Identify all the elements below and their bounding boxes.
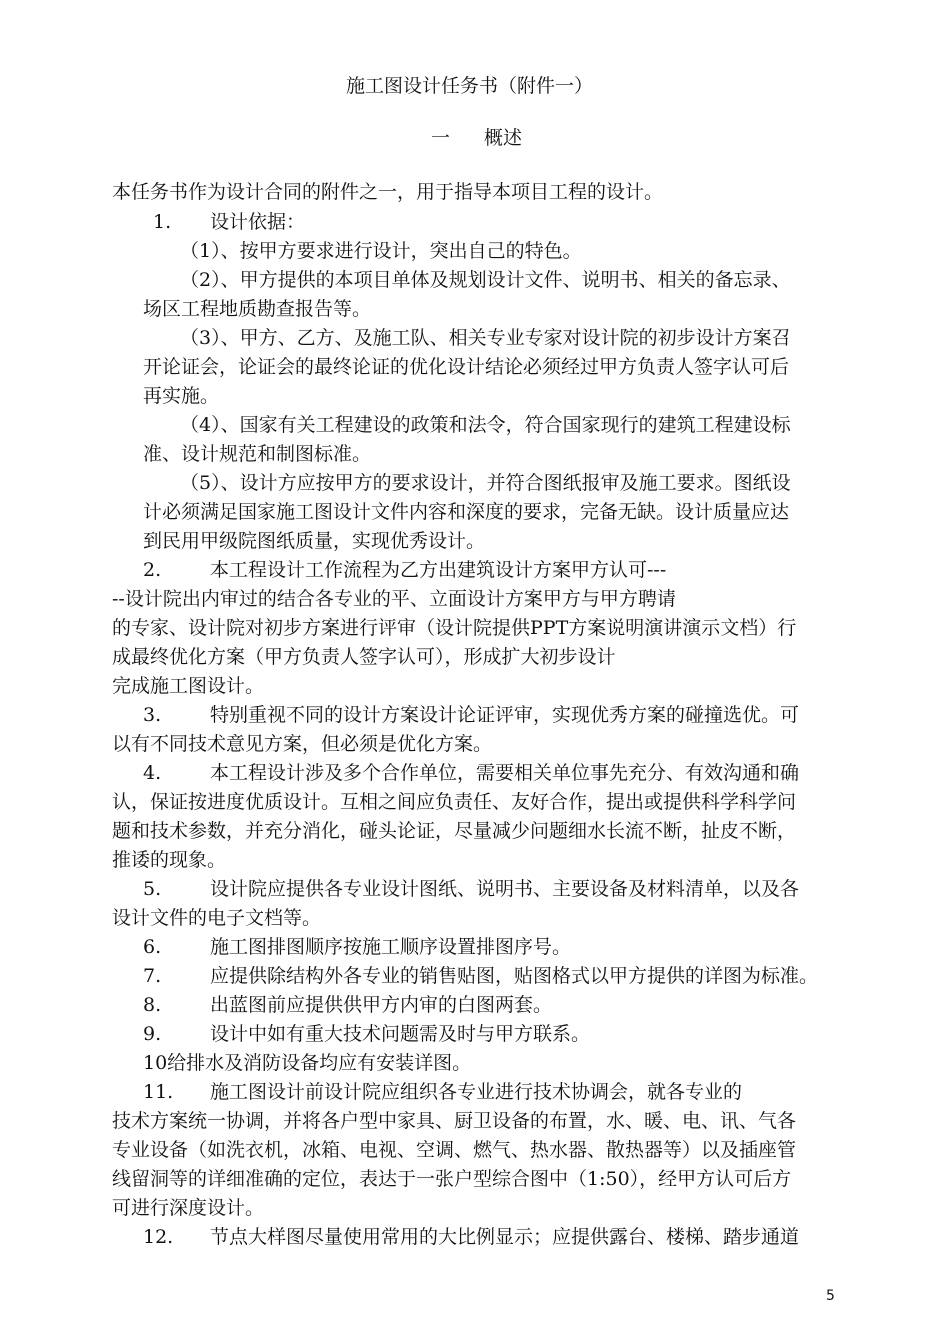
item-4-line: 题和技术参数，并充分消化，碰头论证，尽量减少问题细水长流不断，扯皮不断， bbox=[112, 820, 797, 842]
basis-3-line: （3）、甲方、乙方、及施工队、相关专业专家对设计院的初步设计方案召 bbox=[180, 327, 791, 349]
basis-3-line: 开论证会，论证会的最终论证的优化设计结论必须经过甲方负责人签字认可后 bbox=[143, 356, 790, 378]
item-4-line: 本工程设计涉及多个合作单位，需要相关单位事先充分、有效沟通和确 bbox=[210, 762, 800, 784]
item-2-line: --设计院出内审过的结合各专业的平、立面设计方案甲方与甲方聘请 bbox=[112, 588, 676, 610]
item-6-number: 6. bbox=[143, 936, 162, 958]
basis-5-line: 计必须满足国家施工图设计文件内容和深度的要求，完备无缺。设计质量应达 bbox=[143, 501, 790, 523]
section-heading: 概述 bbox=[484, 127, 523, 149]
item-11-line: 可进行深度设计。 bbox=[112, 1197, 265, 1219]
item-3-line: 以有不同技术意见方案，但必须是优化方案。 bbox=[112, 733, 493, 755]
item-8-text: 出蓝图前应提供供甲方内审的白图两套。 bbox=[210, 994, 553, 1016]
item-11-number: 11. bbox=[143, 1081, 174, 1103]
item-9-text: 设计中如有重大技术问题需及时与甲方联系。 bbox=[210, 1023, 591, 1045]
item-5-line: 设计文件的电子文档等。 bbox=[112, 907, 322, 929]
item-4-number: 4. bbox=[143, 762, 162, 784]
item-12-number: 12. bbox=[143, 1226, 174, 1248]
item-12-line: 节点大样图尽量使用常用的大比例显示；应提供露台、楼梯、踏步通道 bbox=[210, 1226, 800, 1248]
item-2-line: 本工程设计工作流程为乙方出建筑设计方案甲方认可--- bbox=[210, 559, 667, 581]
basis-4-line: （4）、国家有关工程建设的政策和法令，符合国家现行的建筑工程建设标 bbox=[180, 414, 791, 436]
item-2-number: 2. bbox=[143, 559, 162, 581]
item-6-text: 施工图排图顺序按施工顺序设置排图序号。 bbox=[210, 936, 572, 958]
basis-5-line: 到民用甲级院图纸质量，实现优秀设计。 bbox=[143, 530, 486, 552]
basis-5-line: （5）、设计方应按甲方的要求设计，并符合图纸报审及施工要求。图纸设 bbox=[180, 472, 791, 494]
basis-2-line: 场区工程地质勘查报告等。 bbox=[143, 298, 372, 320]
item-7-text: 应提供除结构外各专业的销售贴图，贴图格式以甲方提供的详图为标准。 bbox=[210, 965, 819, 987]
item-9-number: 9. bbox=[143, 1023, 162, 1045]
basis-2-line: （2）、甲方提供的本项目单体及规划设计文件、说明书、相关的备忘录、 bbox=[180, 269, 791, 291]
section-number: 一 bbox=[431, 127, 451, 149]
item-3-number: 3. bbox=[143, 704, 162, 726]
basis-1: （1）、按甲方要求进行设计，突出自己的特色。 bbox=[180, 240, 582, 262]
item-4-line: 推诿的现象。 bbox=[112, 849, 227, 871]
document-title: 施工图设计任务书（附件一） bbox=[346, 75, 594, 97]
item-11-line: 技术方案统一协调，并将各户型中家具、厨卫设备的布置，水、暖、电、讯、气各 bbox=[112, 1110, 797, 1132]
intro-paragraph: 本任务书作为设计合同的附件之一，用于指导本项目工程的设计。 bbox=[112, 181, 664, 203]
basis-3-line: 再实施。 bbox=[143, 385, 220, 407]
item-1-number: 1. bbox=[153, 211, 172, 233]
item-4-line: 认，保证按进度优质设计。互相之间应负责任、友好合作，提出或提供科学科学问 bbox=[112, 791, 797, 813]
basis-4-line: 准、设计规范和制图标准。 bbox=[143, 443, 372, 465]
item-2-line: 的专家、设计院对初步方案进行评审（设计院提供PPT方案说明演讲演示文档）行 bbox=[112, 617, 797, 639]
item-8-number: 8. bbox=[143, 994, 162, 1016]
item-5-line: 设计院应提供各专业设计图纸、说明书、主要设备及材料清单，以及各 bbox=[210, 878, 800, 900]
item-10-text: 10给排水及消防设备均应有安装详图。 bbox=[143, 1052, 472, 1074]
page-number: 5 bbox=[826, 1288, 835, 1304]
item-2-line: 完成施工图设计。 bbox=[112, 675, 265, 697]
item-11-line: 施工图设计前设计院应组织各专业进行技术协调会，就各专业的 bbox=[210, 1081, 743, 1103]
item-5-number: 5. bbox=[143, 878, 162, 900]
item-2-line: 成最终优化方案（甲方负责人签字认可），形成扩大初步设计 bbox=[112, 646, 616, 668]
item-1-text: 设计依据： bbox=[210, 211, 306, 233]
item-3-line: 特别重视不同的设计方案设计论证评审，实现优秀方案的碰撞选优。可 bbox=[210, 704, 800, 726]
item-11-line: 线留洞等的详细准确的定位，表达于一张户型综合图中（1:50），经甲方认可后方 bbox=[112, 1168, 792, 1190]
item-11-line: 专业设备（如洗衣机，冰箱、电视、空调、燃气、热水器、散热器等）以及插座管 bbox=[112, 1139, 797, 1161]
item-7-number: 7. bbox=[143, 965, 162, 987]
